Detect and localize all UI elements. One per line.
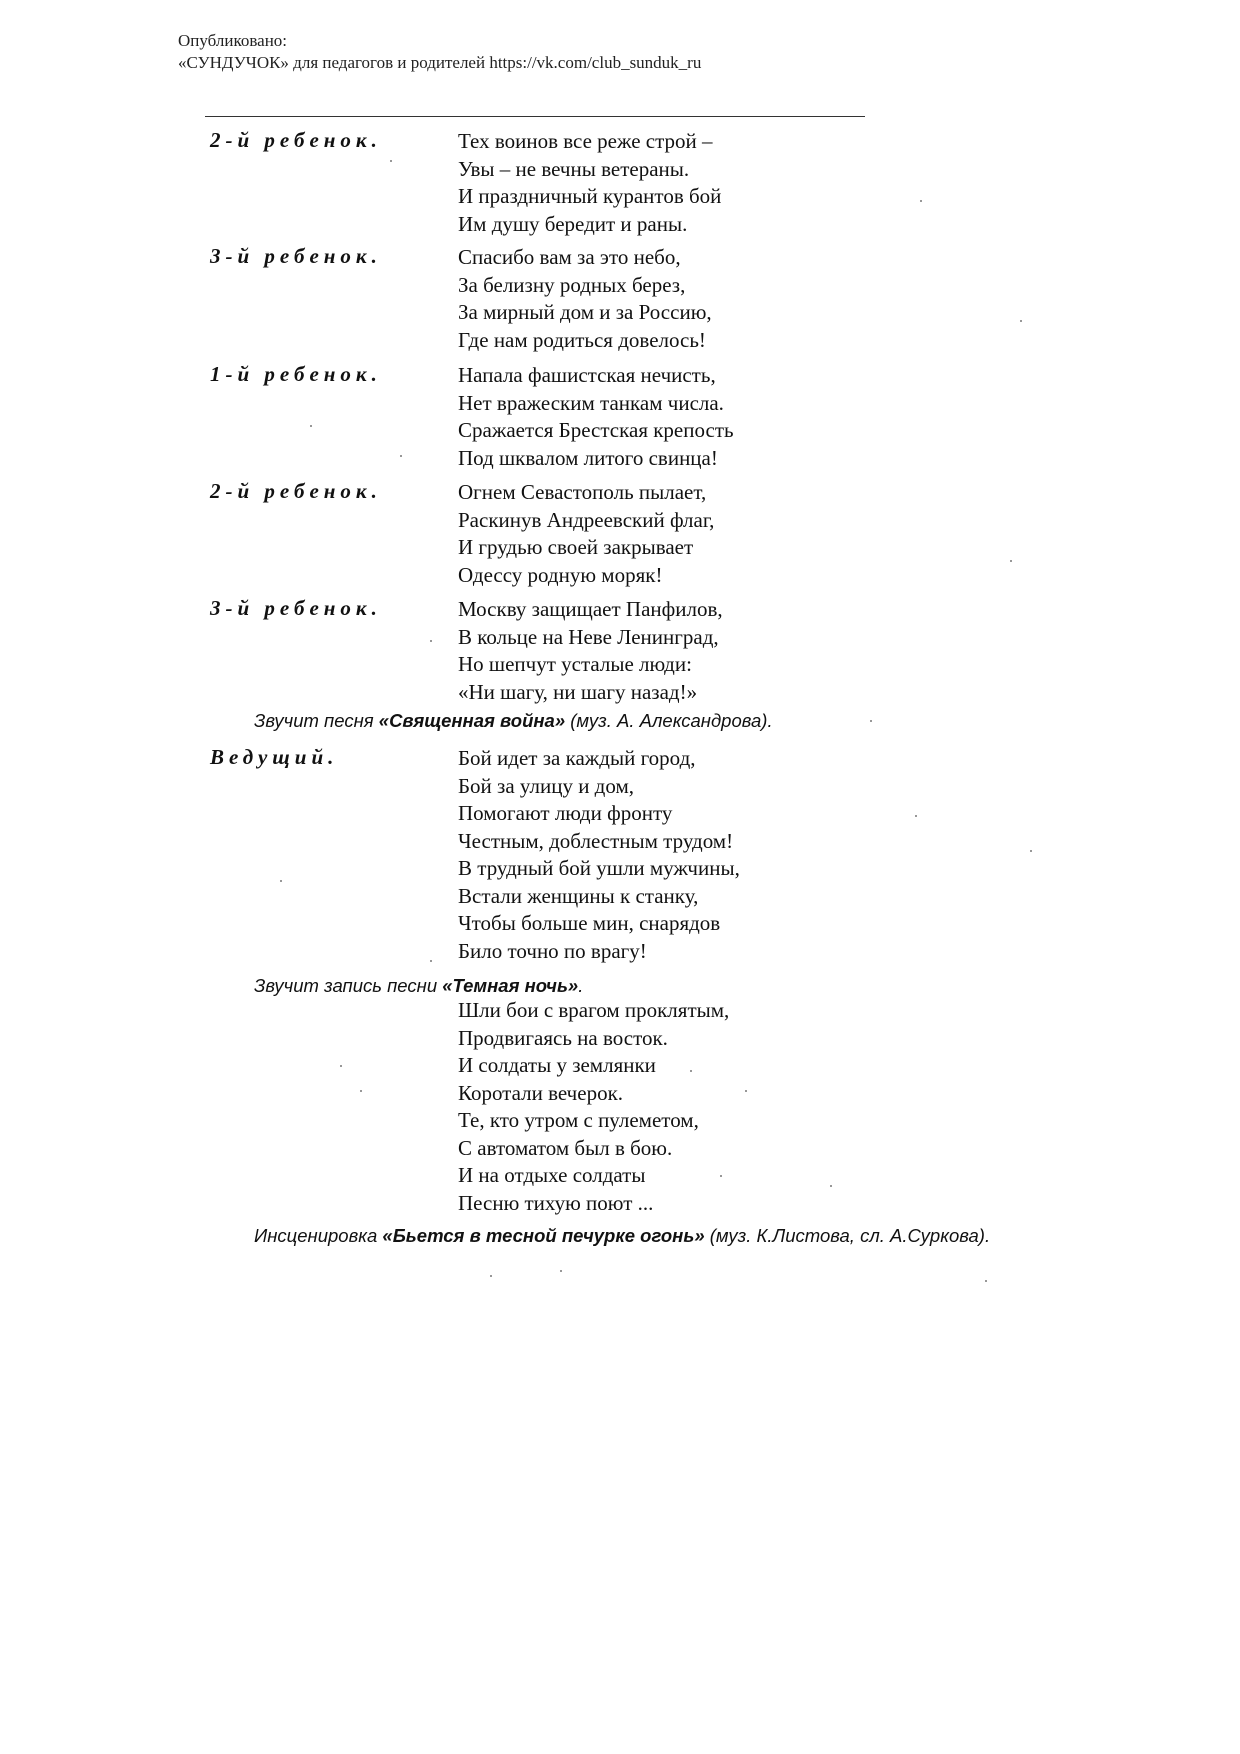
speaker-label: 3-й ребенок. [210,596,382,620]
stage-prefix: Инсценировка [254,1225,383,1246]
scan-speck [280,880,282,882]
verse-lines [458,479,714,589]
verse-line: Увы – не вечны ветераны. [458,156,690,181]
verse-line: Огнем Севастополь пылает, [458,480,707,504]
scan-speck [920,200,922,202]
verse-line: Чтобы больше мин, снарядов [458,911,721,935]
stage-direction-dugout [254,1222,994,1249]
song-title: «Священная война» [378,710,566,731]
verse-lines [458,745,740,965]
stage-direction-dark-night [254,975,583,997]
scan-speck [720,1175,722,1177]
verse-line: Шли бои с врагом проклятым, [458,998,730,1022]
verse-line: Но шепчут усталые люди: [458,652,692,676]
verse-line: Спасибо вам за это небо, [458,245,681,269]
verse-line: Бой идет за каждый город, [458,746,696,770]
speaker-label: 3-й ребенок. [210,244,382,268]
verse-line: Коротали вечерок. [458,1080,624,1105]
scan-speck [430,640,432,642]
scan-speck [1030,850,1032,852]
stage-prefix: Звучит песня [254,710,379,731]
verse-line: И на отдыхе солдаты [458,1163,646,1187]
verse-line: И солдаты у землянки [458,1053,656,1077]
verse-line: Песню тихую поют ... [458,1190,654,1215]
verse-line: Честным, доблестным трудом! [458,828,734,853]
scan-speck [310,425,312,427]
song-title: «Темная ночь» [442,975,579,996]
verse-line: Встали женщины к станку, [458,883,699,908]
verse-line: Бой за улицу и дом, [458,773,635,798]
top-rule [205,116,865,117]
verse-line: С автоматом был в бою. [458,1135,673,1160]
verse-line: Тех воинов все реже строй – [458,129,713,153]
stage-suffix: (муз. К.Листова, сл. А.Суркова). [704,1225,991,1246]
verse-line: Било точно по врагу! [458,938,647,963]
verse-line: В кольце на Неве Ленинград, [458,624,719,649]
scan-speck [1020,320,1022,322]
stage-direction-sacred-war [254,710,773,732]
verse-line: Раскинув Андреевский флаг, [458,507,715,532]
verse-line: Помогают люди фронту [458,801,673,825]
scan-speck [985,1280,987,1282]
verse-line: Им душу бередит и раны. [458,211,688,236]
header-source-line: «СУНДУЧОК» для педагогов и родителей https://vk.com/club_sunduk_ru [178,53,702,72]
publication-header [178,30,701,74]
verse-line: В трудный бой ушли мужчины, [458,856,740,880]
verse-lines [458,128,721,238]
verse-lines [458,244,712,354]
speaker-label: 2-й ребенок. [210,128,382,152]
verse-line: И грудью своей закрывает [458,535,694,559]
scan-speck [430,960,432,962]
scan-speck [915,815,917,817]
stage-prefix: Звучит запись песни [254,975,443,996]
stage-suffix: . [578,975,584,996]
verse-line: Сражается Брестская крепость [458,418,734,442]
speaker-label: 2-й ребенок. [210,479,382,503]
stage-suffix: (муз. А. Александрова). [565,710,773,731]
scan-speck [690,1070,692,1072]
scan-speck [560,1270,562,1272]
verse-line: Где нам родиться довелось! [458,327,706,352]
header-published-label: Опубликовано: [178,31,288,50]
speaker-label: Ведущий. [210,745,339,769]
scan-speck [1010,560,1012,562]
verse-line: Москву защищает Панфилов, [458,597,723,621]
verse-line: Те, кто утром с пулеметом, [458,1108,699,1132]
verse-line: И праздничный курантов бой [458,184,722,208]
scan-speck [745,1090,747,1092]
verse-lines [458,362,734,472]
verse-line: «Ни шагу, ни шагу назад!» [458,679,698,704]
verse-line: Под шквалом литого свинца! [458,445,718,470]
scan-speck [830,1185,832,1187]
verse-line: Одессу родную моряк! [458,562,663,587]
verse-lines [458,596,723,706]
scan-speck [340,1065,342,1067]
scan-speck [870,720,872,722]
verse-line: Продвигаясь на восток. [458,1025,668,1050]
verse-line: Нет вражеским танкам числа. [458,390,724,415]
scan-speck [360,1090,362,1092]
scan-speck [390,160,392,162]
verse-line: За белизну родных берез, [458,272,686,297]
scan-speck [490,1275,492,1277]
verse-line: За мирный дом и за Россию, [458,300,712,324]
speaker-label: 1-й ребенок. [210,362,382,386]
song-title: «Бьется в тесной печурке огонь» [382,1225,705,1246]
verse-lines [458,997,729,1217]
scan-speck [400,455,402,457]
verse-line: Напала фашистская нечисть, [458,363,716,387]
